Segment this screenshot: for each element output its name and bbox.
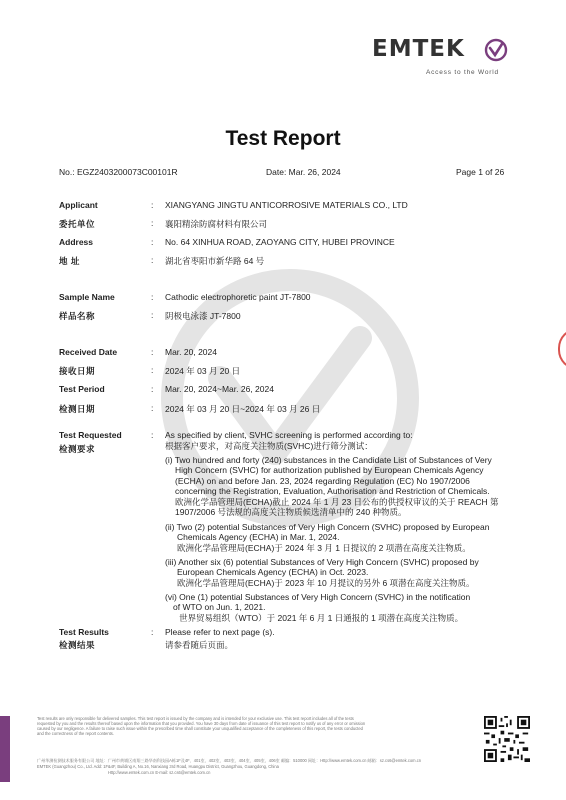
applicant-value-cn: 襄阳精涂防腐材料有限公司 [165,219,268,229]
report-number: No.: EGZ2403200073C00101R [59,167,178,177]
colon: : [151,218,154,228]
address-label-cn: 地 址 [59,256,80,266]
qr-code-icon[interactable] [484,716,530,762]
received-value: Mar. 20, 2024 [165,347,217,357]
page-number: Page 1 of 26 [456,167,505,177]
brand-name: EMTEK [372,36,465,62]
sample-label-cn: 样品名称 [59,311,96,321]
company-line: Http://www.emtek.com.cn E-mail: sz.cs6@emtek.com.cn [108,770,211,775]
requested-intro: As specified by client, SVHC screening is performed according to: [165,430,413,440]
requirement-item-2 [165,522,489,553]
disclaimer-line: requested by you and the results thereof based upon the information that you provided. You have 30 days from date of issuance of this test report to notify us of any error or omission [37,721,366,726]
results-value: Please refer to next page (s). [165,627,275,637]
item-line: 欧洲化学品管理局(ECHA)于 2024 年 3 月 1 日提议的 2 项潜在高度关注物质。 [177,542,471,553]
item-line: (ECHA) on and before Jan. 23, 2024 regarding Regulation (EC) No 1907/2006 [175,475,470,486]
colon: : [151,403,154,413]
applicant-label-cn: 委托单位 [59,219,96,229]
disclaimer-line: Test results are only responsible for delivered samples. This test report is issued by the company and is intended for your exclusive use. This test report includes all of the tests [37,716,354,721]
item-line: (ii) Two (2) potential Substances of Very High Concern (SVHC) proposed by European [165,522,490,532]
received-label: Received Date [59,347,118,357]
received-label-cn: 接收日期 [59,366,96,376]
colon: : [151,365,154,375]
footer-accent-bar [0,716,10,782]
address-label: Address [59,237,94,247]
colon: : [151,627,154,637]
brand-tagline: Access to the World [426,69,499,76]
results-value-cn: 请参看随后页面。 [165,640,234,650]
requested-intro-cn: 根据客户要求，对高度关注物质(SVHC)进行筛分测试： [165,441,373,451]
period-label-cn: 检测日期 [59,404,96,414]
requirement-item-3 [165,557,479,588]
item-line: 1907/2006 号法规的高度关注物质候选清单中的 240 种物质。 [175,507,407,518]
company-line: EMTEK (Guangzhou) Co., Ltd. Add: 1F&4F, Building A, No.16, Nanxiang 3rd Road, Huangpu District, Guangzhou, Guangdong, China [37,764,279,769]
item-line: Chemicals Agency (ECHA) in Mar. 1, 2024. [177,532,340,543]
period-label: Test Period [59,384,105,394]
received-value-cn: 2024 年 03 月 20 日 [165,366,241,376]
requirement-item-4 [165,592,470,623]
sample-value-cn: 阴极电泳漆 JT-7800 [165,311,241,321]
address-value: No. 64 XINHUA ROAD, ZAOYANG CITY, HUBEI PROVINCE [165,237,395,247]
requested-label-cn: 检测要求 [59,444,96,454]
applicant-value: XIANGYANG JINGTU ANTICORROSIVE MATERIALS CO., LTD [165,200,408,210]
sample-value: Cathodic electrophoretic paint JT-7800 [165,292,311,302]
item-line: (vi) One (1) potential Substances of Very High Concern (SVHC) in the notification [165,592,471,602]
results-label: Test Results [59,627,109,637]
colon: : [151,310,154,320]
colon: : [151,292,154,302]
page-edge-mark [558,328,566,370]
address-value-cn: 湖北省枣阳市新华路 64 号 [165,256,265,266]
item-line: European Chemicals Agency (ECHA) in Oct. 2023. [177,567,369,578]
requirement-item-1 [165,455,499,517]
item-line: High Concern (SVHC) for authorization published by European Chemicals Agency [175,465,484,476]
colon: : [151,237,154,247]
colon: : [151,384,154,394]
item-line: 欧洲化学品管理局(ECHA)截止 2024 年 1 月 23 日公布的供授权审议的关于 REACH 第 [175,496,499,507]
report-date: Date: Mar. 26, 2024 [266,167,341,177]
item-line: 世界贸易组织（WTO）于 2021 年 6 月 1 日通报的 1 项潜在高度关注物质。 [179,612,464,623]
report-title: Test Report [225,127,341,150]
item-line: (iii) Another six (6) potential Substances of Very High Concern (SVHC) proposed by [165,557,479,567]
colon: : [151,347,154,357]
disclaimer-line: caused by our negligence. A failure to raise such issue within the prescribed time shall constitute your unqualified acceptance of the completeness of this report, the tests conducted [37,726,363,731]
colon: : [151,430,154,440]
applicant-label: Applicant [59,200,98,210]
item-line: 欧洲化学品管理局(ECHA)于 2023 年 10 月提议的另外 6 项潜在高度关注物质。 [177,577,475,588]
requested-label: Test Requested [59,430,122,440]
item-line: concerning the Registration, Evaluation, Authorisation and Restriction of Chemicals. [175,486,490,497]
period-value: Mar. 20, 2024~Mar. 26, 2024 [165,384,274,394]
emtek-logo [372,36,532,82]
colon: : [151,200,154,210]
results-label-cn: 检测结果 [59,640,96,650]
item-line: (i) Two hundred and forty (240) substances in the Candidate List of Substances of Very [165,455,492,465]
check-circle-icon [484,38,508,62]
company-line: 广州华测检测技术服务有限公司 地址：广州市黄埔区南翔三路华南科技园A栋1F及4F、401室、402室、403室、404室、405室、406室 邮编：510000 网址：Http://www.emtek.com.cn 邮箱：sz.cs6@emtek.com.cn [37,758,422,763]
disclaimer-line: and the correctness of the report contents. [37,731,114,736]
period-value-cn: 2024 年 03 月 20 日~2024 年 03 月 26 日 [165,404,321,414]
colon: : [151,255,154,265]
item-line: of WTO on Jun. 1, 2021. [173,602,266,613]
sample-label: Sample Name [59,292,115,302]
